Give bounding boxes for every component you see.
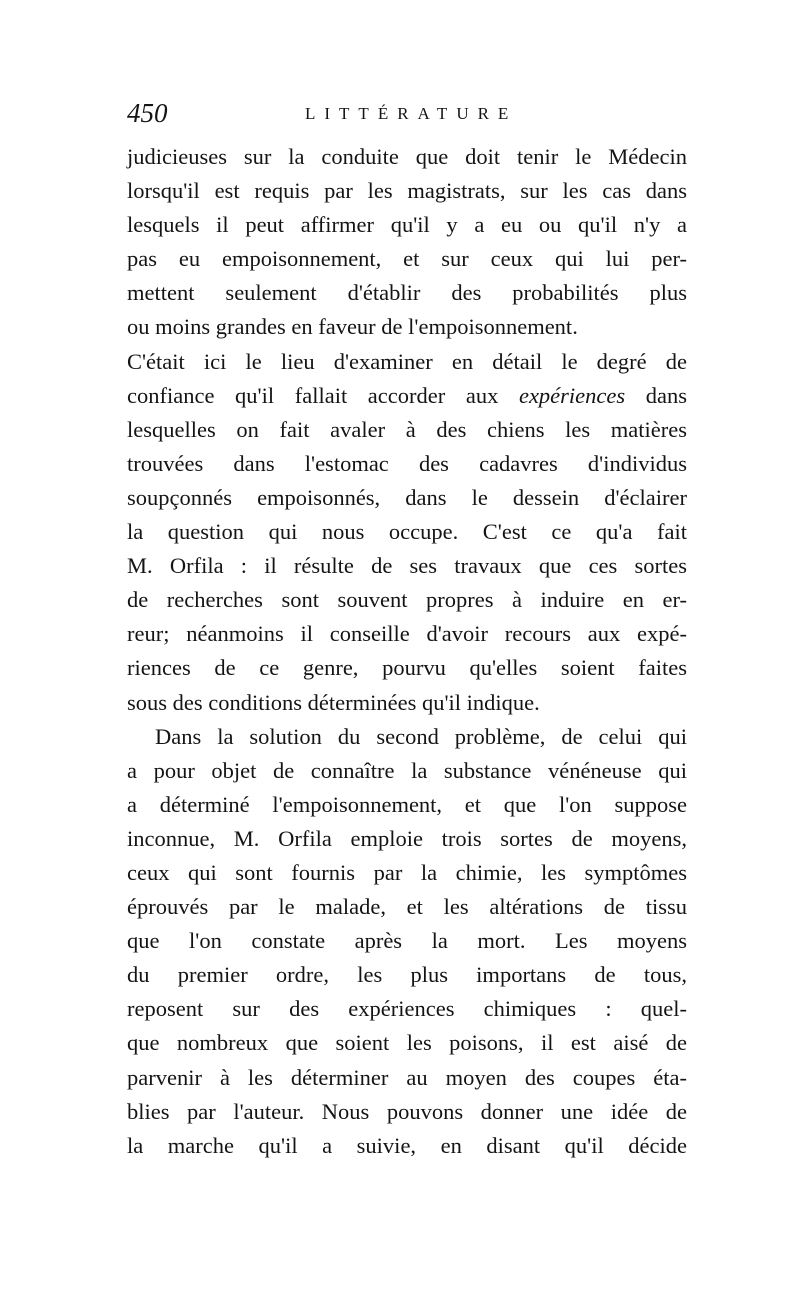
- text-line: de recherches sont souvent propres à induire en er-: [127, 587, 687, 613]
- text-line: que l'on constate après la mort. Les moyens: [127, 928, 687, 954]
- text-segment: dans: [625, 382, 687, 408]
- text-line: lesquelles on fait avaler à des chiens les matières: [127, 416, 687, 442]
- running-head: LITTÉRATURE: [305, 104, 518, 123]
- page-header: [127, 95, 687, 131]
- text-line: ceux qui sont fournis par la chimie, les symptômes: [127, 859, 687, 885]
- text-line: la marche qu'il a suivie, en disant qu'il décide: [127, 1132, 687, 1158]
- italic-term: expériences: [518, 382, 626, 408]
- text-line: soupçonnés empoisonnés, dans le dessein d'éclairer: [127, 484, 687, 510]
- text-line: mettent seulement d'établir des probabilités plus: [127, 280, 687, 306]
- text-line: riences de ce genre, pourvu qu'elles soient faites: [127, 655, 687, 681]
- text-line: inconnue, M. Orfila emploie trois sortes de moyens,: [127, 825, 687, 851]
- body-text: [127, 140, 687, 1163]
- text-line: éprouvés par le malade, et les altérations de tissu: [127, 894, 687, 920]
- text-line: lorsqu'il est requis par les magistrats, sur les cas dans: [127, 178, 687, 204]
- text-line: reposent sur des expériences chimiques : quel-: [127, 996, 687, 1022]
- text-line: a déterminé l'empoisonnement, et que l'on suppose: [127, 791, 687, 817]
- text-line: Dans la solution du second problème, de celui qui: [155, 723, 687, 749]
- text-line: parvenir à les déterminer au moyen des coupes éta-: [127, 1064, 687, 1090]
- text-line: sous des conditions déterminées qu'il indique.: [127, 689, 540, 715]
- text-line: ou moins grandes en faveur de l'empoisonnement.: [127, 314, 578, 340]
- page-number: 450: [127, 98, 168, 128]
- text-line: a pour objet de connaître la substance vénéneuse qui: [127, 757, 687, 783]
- text-line: du premier ordre, les plus importans de tous,: [127, 962, 687, 988]
- text-line: la question qui nous occupe. C'est ce qu'a fait: [127, 519, 687, 545]
- text-line: judicieuses sur la conduite que doit tenir le Médecin: [127, 144, 687, 169]
- text-line-with-italic: [127, 379, 687, 413]
- text-line: blies par l'auteur. Nous pouvons donner une idée de: [127, 1098, 687, 1124]
- text-line: C'était ici le lieu d'examiner en détail le degré de: [127, 348, 687, 374]
- text-line: pas eu empoisonnement, et sur ceux qui lui per-: [127, 246, 687, 272]
- text-line: lesquels il peut affirmer qu'il y a eu ou qu'il n'y a: [127, 212, 687, 238]
- text-line: trouvées dans l'estomac des cadavres d'individus: [127, 450, 687, 476]
- text-line: que nombreux que soient les poisons, il est aisé de: [127, 1030, 687, 1056]
- text-segment: confiance qu'il fallait accorder aux: [127, 382, 519, 408]
- text-line: M. Orfila : il résulte de ses travaux que ces sortes: [127, 553, 687, 579]
- text-line: reur; néanmoins il conseille d'avoir recours aux expé-: [127, 621, 687, 647]
